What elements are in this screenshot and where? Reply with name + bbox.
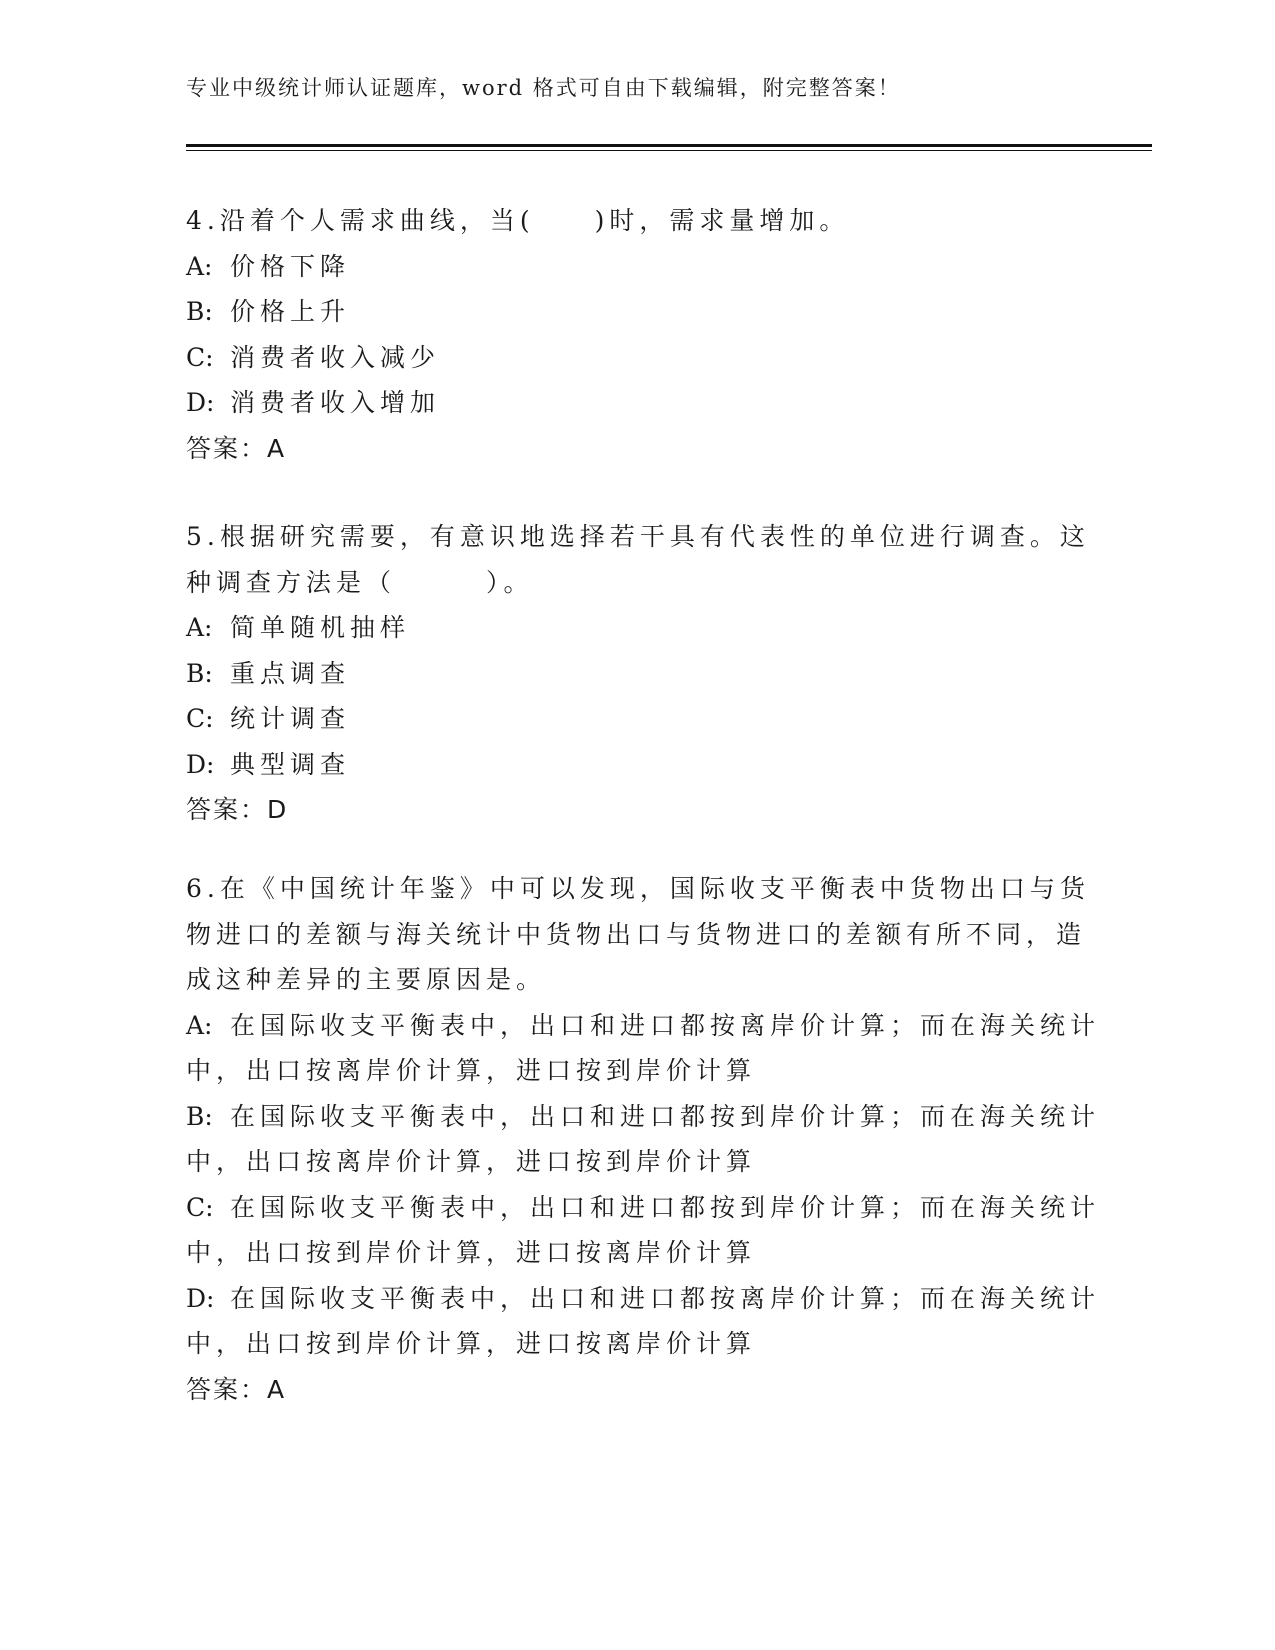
option-label: D: [186, 749, 215, 779]
question-6 [186, 866, 1101, 1412]
question-stem-line-3: 成这种差异的主要原因是。 [186, 965, 547, 994]
option-text-line-1: 在国际收支平衡表中，出口和进口都按到岸价计算；而在海关统计 [230, 1192, 1101, 1222]
option-text-line-2: 中，出口按离岸价计算，进口按到岸价计算 [186, 1056, 757, 1085]
question-stem-line-1: 6.在《中国统计年鉴》中可以发现，国际收支平衡表中货物出口与货 [186, 874, 1090, 903]
option-text-line-2: 中，出口按到岸价计算，进口按离岸价计算 [186, 1238, 757, 1267]
option-b [186, 651, 1086, 697]
option-text: 价格下降 [230, 251, 351, 281]
option-label: D: [186, 388, 215, 417]
option-c [186, 335, 1086, 381]
answer: 答案：D [186, 795, 289, 824]
option-label: C: [186, 342, 214, 372]
question-stem-line-2: 物进口的差额与海关统计中货物出口与货物进口的差额有所不同，造 [186, 919, 1087, 949]
option-text: 统计调查 [230, 704, 351, 733]
option-label: C: [186, 704, 214, 733]
option-label: B: [186, 297, 213, 326]
option-a [186, 244, 1086, 290]
option-d [186, 380, 1086, 426]
option-label: B: [186, 1101, 213, 1131]
question-stem-line-2: 种调查方法是（ ）。 [186, 567, 534, 597]
option-a [186, 605, 1086, 651]
option-label: A: [186, 613, 213, 642]
option-b [186, 1094, 1101, 1185]
answer: 答案：A [186, 1374, 287, 1404]
option-label: A: [186, 251, 213, 281]
option-b [186, 289, 1086, 335]
question-5 [186, 514, 1090, 833]
answer: 答案：A [186, 433, 287, 463]
option-text: 简单随机抽样 [230, 613, 411, 642]
option-c [186, 696, 1086, 742]
option-label: C: [186, 1192, 214, 1222]
question-stem-line-1: 5.根据研究需要，有意识地选择若干具有代表性的单位进行调查。这 [186, 522, 1090, 551]
question-stem: 4.沿着个人需求曲线，当( )时，需求量增加。 [186, 206, 850, 235]
option-c [186, 1185, 1101, 1276]
option-label: D: [186, 1283, 215, 1313]
question-4 [186, 198, 1086, 471]
option-text-line-1: 在国际收支平衡表中，出口和进口都按到岸价计算；而在海关统计 [230, 1101, 1101, 1131]
option-label: B: [186, 658, 213, 688]
page-header: 专业中级统计师认证题库，word 格式可自由下载编辑，附完整答案！ [186, 76, 901, 100]
option-text-line-1: 在国际收支平衡表中，出口和进口都按离岸价计算；而在海关统计 [230, 1010, 1101, 1040]
option-text-line-2: 中，出口按离岸价计算，进口按到岸价计算 [186, 1147, 757, 1176]
option-text: 价格上升 [230, 297, 351, 326]
header-rule-thin [186, 150, 1152, 151]
option-text-line-2: 中，出口按到岸价计算，进口按离岸价计算 [186, 1329, 757, 1358]
option-a [186, 1003, 1101, 1094]
option-text-line-1: 在国际收支平衡表中，出口和进口都按离岸价计算；而在海关统计 [230, 1283, 1101, 1313]
header-rule-thick [186, 144, 1152, 147]
option-text: 重点调查 [230, 658, 351, 688]
option-text: 消费者收入减少 [230, 342, 441, 372]
option-text: 消费者收入增加 [230, 388, 441, 417]
option-d [186, 742, 1086, 788]
option-text: 典型调查 [230, 749, 351, 779]
option-label: A: [186, 1010, 213, 1040]
option-d [186, 1276, 1101, 1367]
